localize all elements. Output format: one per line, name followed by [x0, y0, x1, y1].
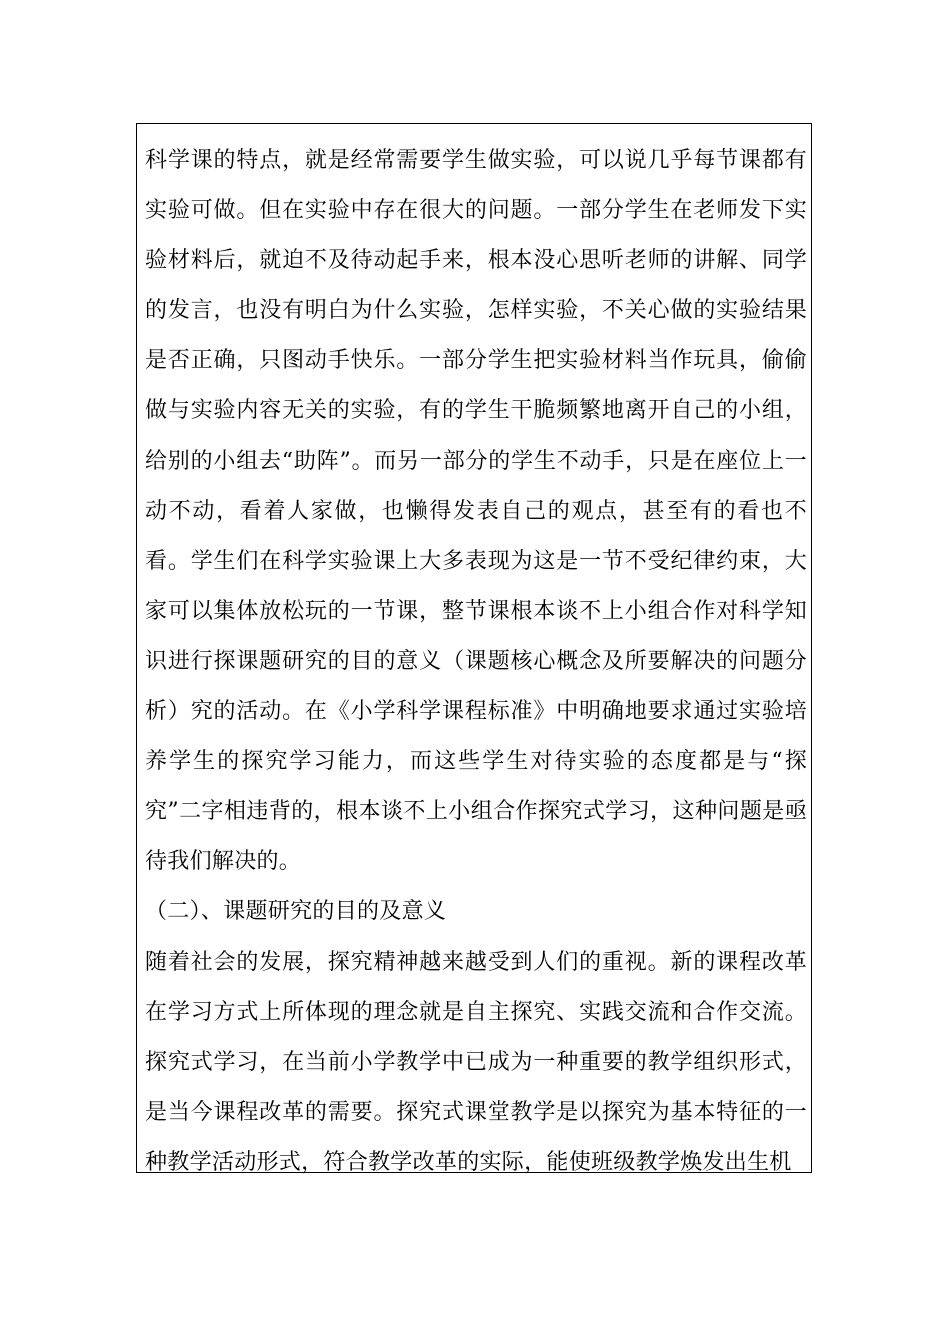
paragraph-purpose-significance: 随着社会的发展，探究精神越来越受到人们的重视。新的课程改革在学习方式上所体现的理念就是自主探究、实践交流和合作交流。探究式学习，在当前小学教学中已成为一种重要的教学组织形式，是当今课程改革的需要。探究式课堂教学是以探究为基本特征的一种教学活动形式，符合教学改革的实际，能使班级教学焕发出生机: [145, 949, 807, 1175]
paragraph-problem-description: 科学课的特点，就是经常需要学生做实验，可以说几乎每节课都有实验可做。但在实验中存在很大的问题。一部分学生在老师发下实验材料后，就迫不及待动起手来，根本没心思听老师的讲解、同学的发言，也没有明白为什么实验，怎样实验，不关心做的实验结果是否正确，只图动手快乐。一部分学生把实验材料当作玩具，偷偷做与实验内容无关的实验，有的学生干脆频繁地离开自己的小组，给别的小组去“助阵”。而另一部分的学生不动手，只是在座位上一动不动，看着人家做，也懒得发表自己的观点，甚至有的看也不看。学生们在科学实验课上大多表现为这是一节不受纪律约束，大家可以集体放松玩的一节课，整节课根本谈不上小组合作对科学知识进行探课题研究的目的意义（课题核心概念及所要解决的问题分析）究的活动。在《小学科学课程标准》中明确地要求通过实验培养学生的探究学习能力，而这些学生对待实验的态度都是与“探究”二字相违背的，根本谈不上小组合作探究式学习，这种问题是亟待我们解决的。: [145, 148, 807, 875]
content-frame: [136, 123, 812, 1173]
section-heading: （二）、课题研究的目的及意义: [145, 899, 447, 925]
document-body: [145, 136, 807, 1188]
